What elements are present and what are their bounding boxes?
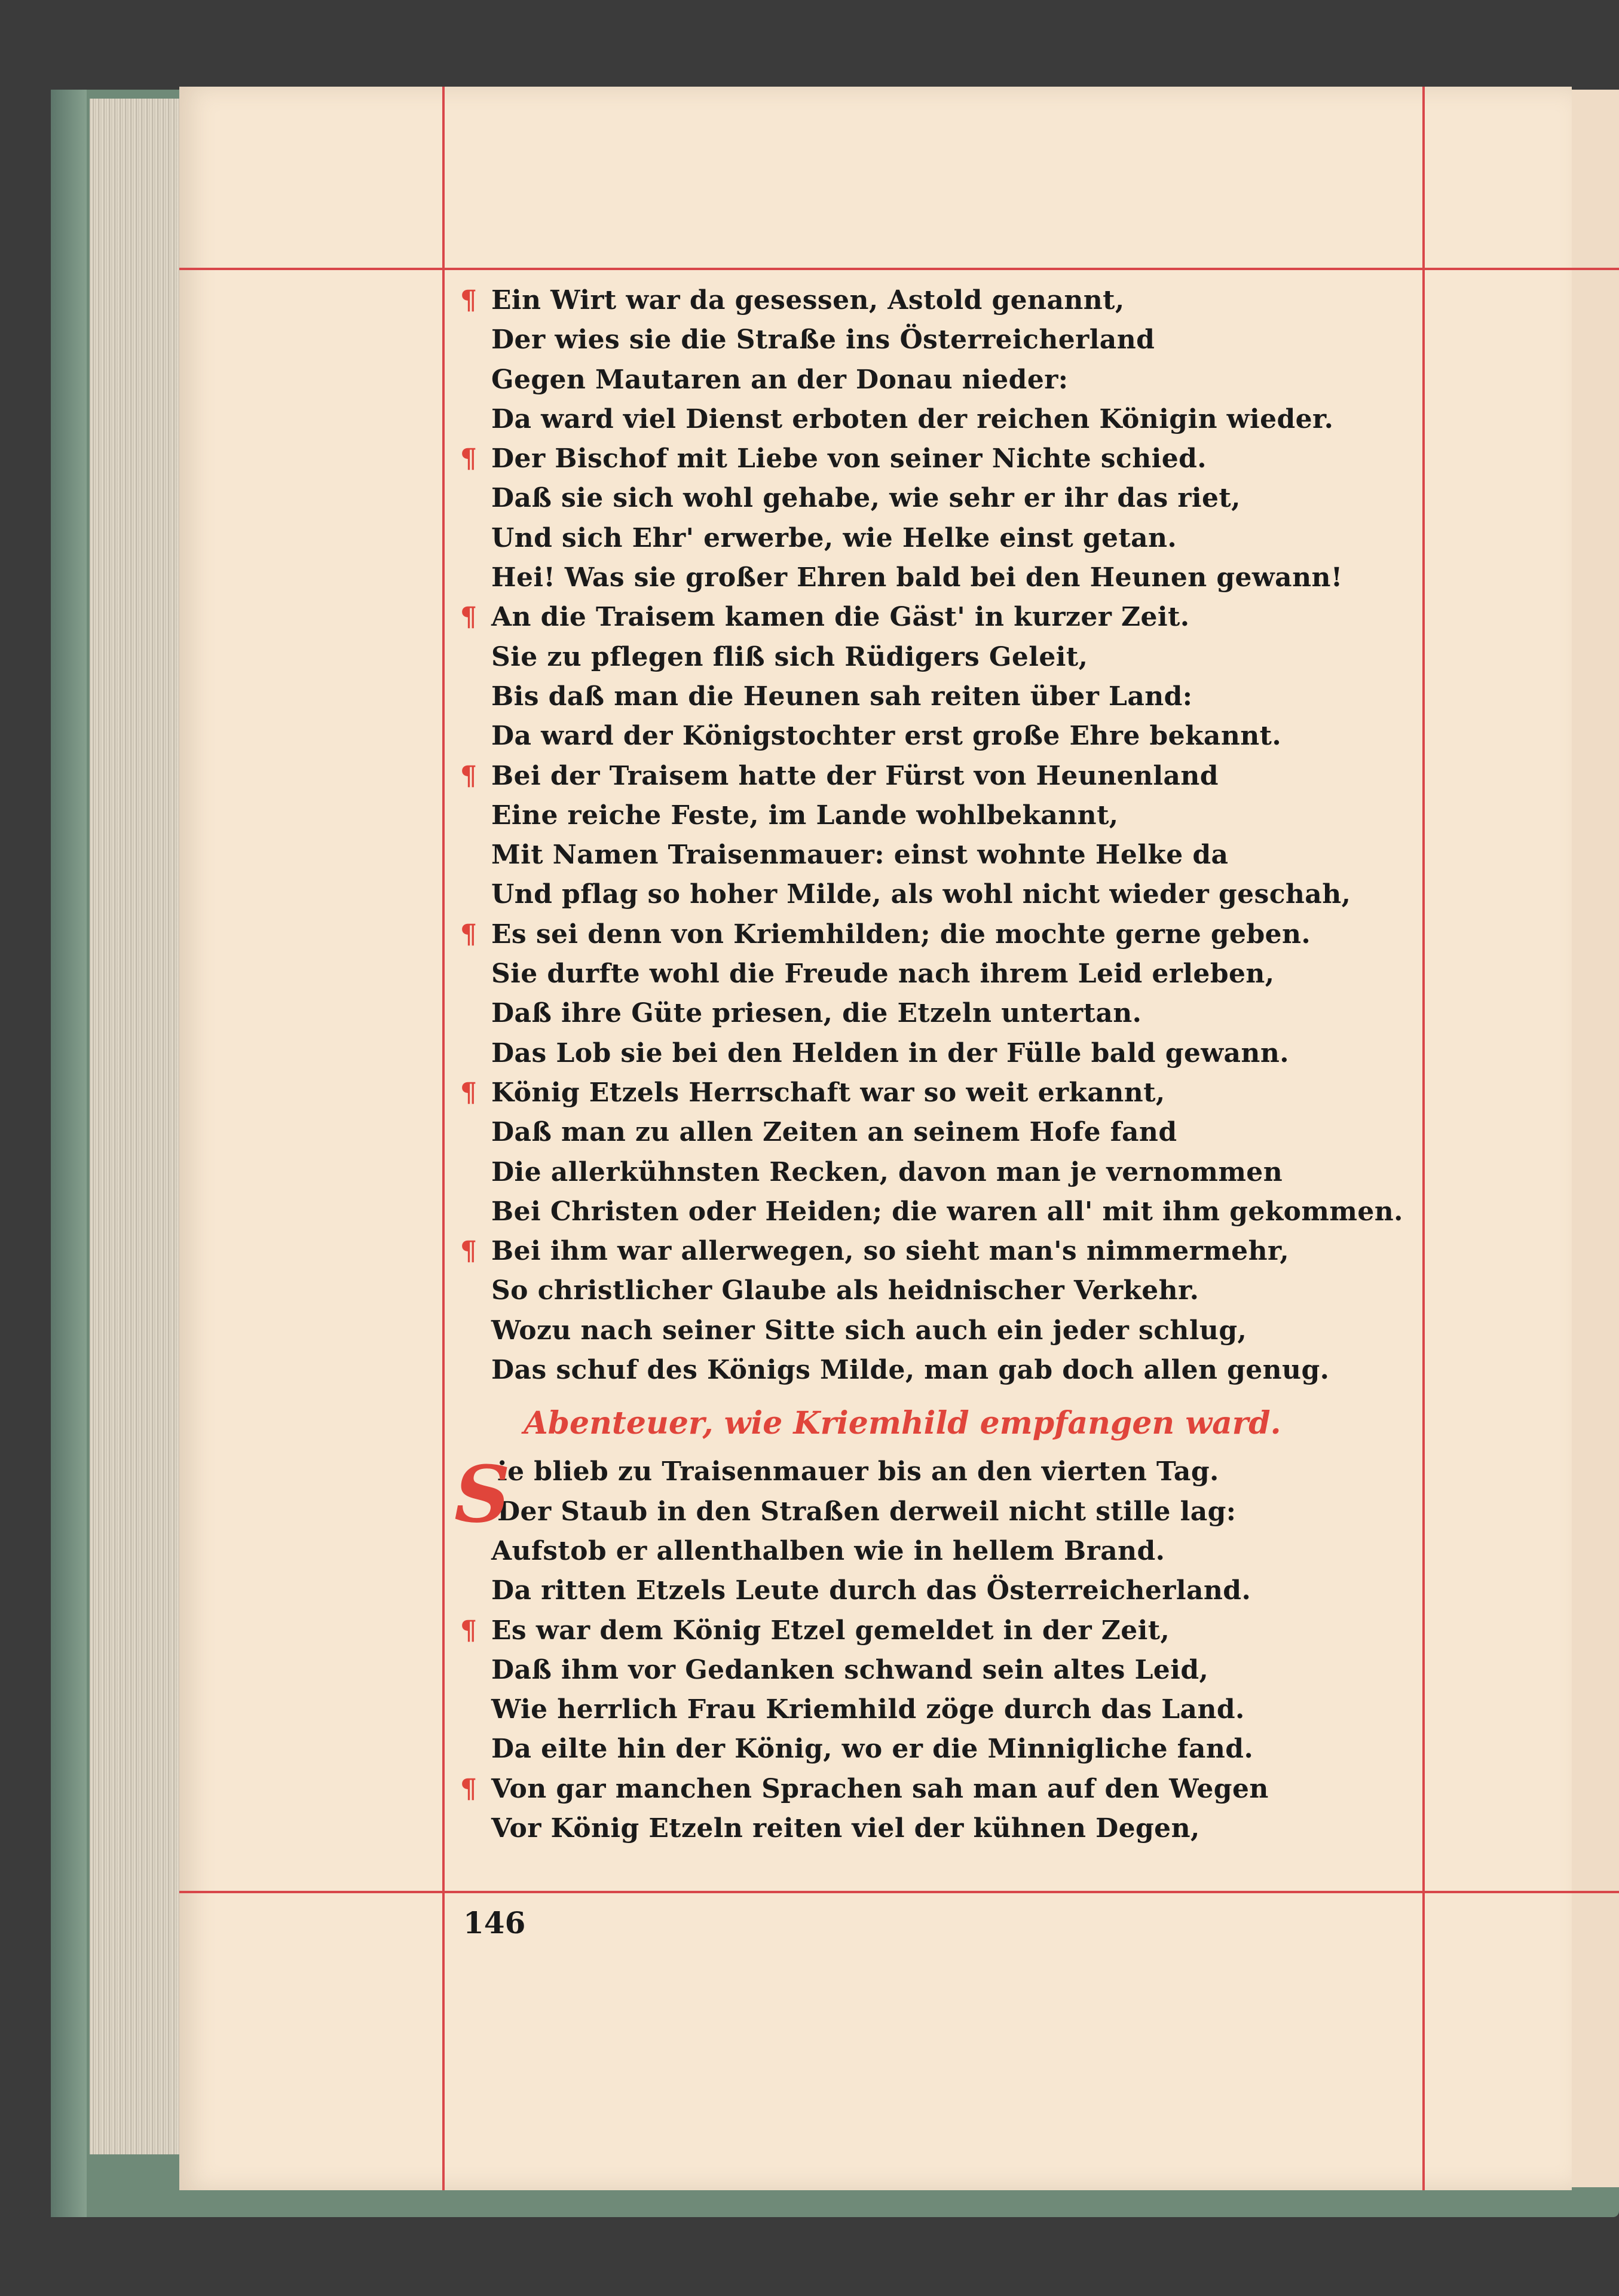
verse-text: Wie herrlich Frau Kriemhild zöge durch das Land. <box>491 1694 1245 1725</box>
verse-line <box>460 1729 1345 1769</box>
verse-line <box>460 439 1345 479</box>
verse-text: Es sei denn von Kriemhilden; die mochte gerne geben. <box>491 919 1311 950</box>
verse-lines-before <box>460 281 1403 1390</box>
pilcrow-mark: ¶ <box>460 919 478 950</box>
verse-text: Gegen Mautaren an der Donau nieder: <box>491 364 1069 395</box>
pilcrow-mark: ¶ <box>460 1615 478 1646</box>
verse-line <box>460 519 1345 558</box>
drop-capital: S <box>454 1449 511 1541</box>
pilcrow-mark: ¶ <box>460 602 478 633</box>
verse-text: Das schuf des Königs Milde, man gab doch allen genug. <box>491 1355 1330 1386</box>
pilcrow-mark: ¶ <box>460 1077 478 1108</box>
verse-line <box>460 1113 1345 1152</box>
verse-text: Die allerkühnsten Recken, davon man je vernommen <box>491 1156 1283 1187</box>
dropcap-line-text: ie blieb zu Traisenmauer bis an den vierten Tag. <box>497 1456 1219 1487</box>
pilcrow-mark: ¶ <box>460 443 478 474</box>
verse-text: Wozu nach seiner Sitte sich auch ein jeder schlug, <box>491 1315 1247 1346</box>
rule-left <box>442 87 445 2190</box>
verse-text: Da ward viel Dienst erboten der reichen Königin wieder. <box>491 403 1334 434</box>
verse-line <box>460 1351 1345 1390</box>
verse-text: Sie durfte wohl die Freude nach ihrem Leid erleben, <box>491 959 1275 990</box>
verse-text: König Etzels Herrschaft war so weit erkannt, <box>491 1077 1165 1108</box>
verse-line <box>460 1034 1345 1073</box>
verse-line <box>460 558 1345 598</box>
pilcrow-mark: ¶ <box>460 1773 478 1804</box>
verse-text: Daß ihm vor Gedanken schwand sein altes Leid, <box>491 1654 1209 1685</box>
verse-text: Hei! Was sie großer Ehren bald bei den Heunen gewann! <box>491 562 1343 593</box>
verse-line <box>460 360 1345 400</box>
verse-line <box>460 1232 1345 1271</box>
verse-text: Von gar manchen Sprachen sah man auf den Wegen <box>491 1773 1269 1804</box>
chapter-heading: Abenteuer, wie Kriemhild empfangen ward. <box>524 1405 1281 1442</box>
verse-text: Das Lob sie bei den Helden in der Fülle bald gewann. <box>491 1037 1289 1069</box>
verse-line <box>460 1770 1345 1809</box>
rule-bottom <box>179 1891 1619 1893</box>
verse-text: Der Bischof mit Liebe von seiner Nichte schied. <box>491 443 1207 474</box>
verse-text: Bei der Traisem hatte der Fürst von Heunenland <box>491 760 1219 791</box>
verse-text: Der wies sie die Straße ins Österreicherland <box>491 324 1155 356</box>
verse-line <box>460 796 1345 835</box>
text-block <box>454 281 1403 1848</box>
verse-line <box>460 281 1345 320</box>
verse-line <box>460 479 1345 518</box>
cover-spine-edge <box>51 90 87 2217</box>
verse-text: So christlicher Glaube als heidnischer Verkehr. <box>491 1275 1199 1306</box>
verse-line <box>460 1651 1345 1690</box>
verse-text: Ein Wirt war da gesessen, Astold genannt, <box>491 285 1125 316</box>
page-number: 146 <box>463 1905 526 1940</box>
verse-text: Eine reiche Feste, im Lande wohlbekannt, <box>491 800 1119 831</box>
pilcrow-mark: ¶ <box>460 285 478 316</box>
verse-line <box>460 1809 1345 1848</box>
verse-line <box>460 994 1345 1033</box>
verse-line <box>460 400 1345 439</box>
verse-line <box>460 1690 1345 1729</box>
verse-line <box>460 757 1345 796</box>
dropcap-line-2 <box>460 1492 1345 1532</box>
verse-line <box>460 717 1345 756</box>
verse-line <box>460 875 1351 914</box>
verse-text: Vor König Etzeln reiten viel der kühnen Degen, <box>491 1813 1200 1844</box>
verse-line <box>460 1311 1345 1351</box>
verse-text: Und sich Ehr' erwerbe, wie Helke einst getan. <box>491 522 1177 553</box>
verse-text: An die Traisem kamen die Gäst' in kurzer Zeit. <box>491 602 1190 633</box>
verse-text: Daß man zu allen Zeiten an seinem Hofe fand <box>491 1117 1177 1148</box>
pilcrow-mark: ¶ <box>460 760 478 791</box>
verse-text: Es war dem König Etzel gemeldet in der Zeit, <box>491 1615 1170 1646</box>
verse-text: Bei ihm war allerwegen, so sieht man's nimmermehr, <box>491 1236 1290 1267</box>
verse-line <box>460 598 1345 637</box>
verse-line <box>460 1271 1345 1311</box>
verse-text: Da eilte hin der König, wo er die Minnigliche fand. <box>491 1734 1254 1765</box>
verse-line <box>460 638 1345 677</box>
verse-line <box>460 677 1345 717</box>
dropcap-line-text: Der Staub in den Straßen derweil nicht stille lag: <box>497 1496 1237 1527</box>
verse-line <box>460 954 1345 994</box>
verse-line <box>460 915 1345 954</box>
verse-text: Bis daß man die Heunen sah reiten über Land: <box>491 681 1193 712</box>
facing-page <box>1572 90 1619 2187</box>
verse-line <box>460 1611 1345 1651</box>
verse-line <box>460 1073 1345 1113</box>
verse-line <box>460 1153 1345 1192</box>
verse-text: Mit Namen Traisenmauer: einst wohnte Helke da <box>491 840 1229 871</box>
verse-text: Daß sie sich wohl gehabe, wie sehr er ihr das riet, <box>491 483 1241 514</box>
verse-line <box>460 835 1345 875</box>
verse-text: Sie zu pflegen fliß sich Rüdigers Geleit, <box>491 641 1088 672</box>
verse-line <box>460 1571 1345 1611</box>
verse-text: Und pflag so hoher Milde, als wohl nicht wieder geschah, <box>491 879 1351 910</box>
verse-line <box>460 1532 1345 1571</box>
verse-text: Aufstob er allenthalben wie in hellem Brand. <box>491 1535 1165 1566</box>
verse-text: Daß ihre Güte priesen, die Etzeln untertan. <box>491 998 1142 1029</box>
rule-right <box>1422 87 1425 2190</box>
verse-lines-after <box>460 1532 1345 1848</box>
verse-line <box>460 1192 1403 1232</box>
rule-top <box>179 268 1619 270</box>
verse-text: Bei Christen oder Heiden; die waren all' mit ihm gekommen. <box>491 1196 1403 1227</box>
pilcrow-mark: ¶ <box>460 1236 478 1267</box>
verse-text: Da ward der Königstochter erst große Ehre bekannt. <box>491 721 1282 752</box>
verse-text: Da ritten Etzels Leute durch das Österreicherland. <box>491 1575 1251 1606</box>
verse-line <box>460 320 1345 360</box>
